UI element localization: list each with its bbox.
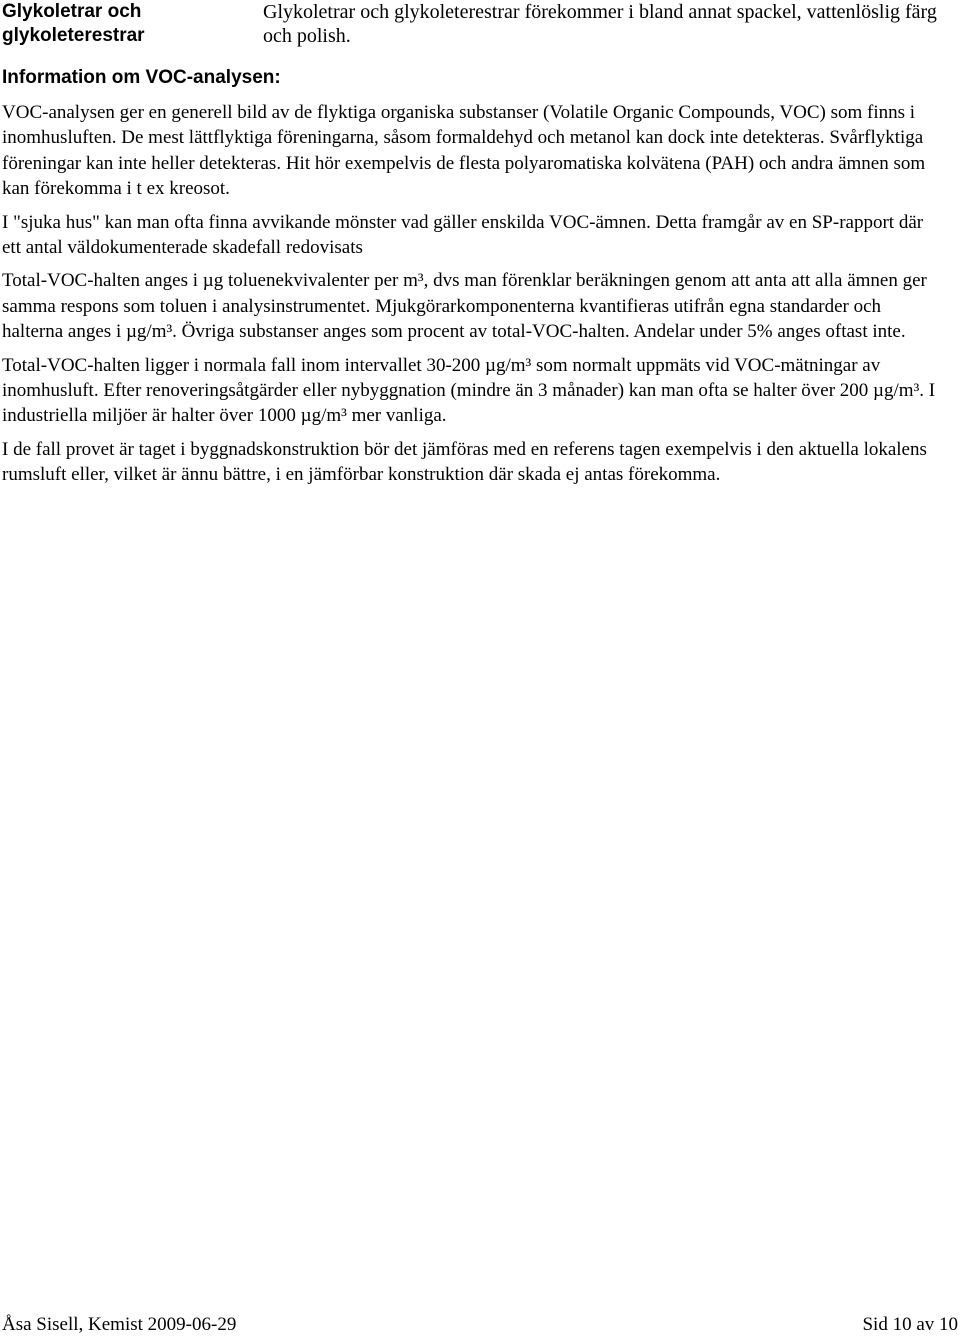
glykol-text: Glykoletrar och glykoleterestrar förekommer i bland annat spackel, vattenlöslig färg och polish. [263, 1, 937, 47]
footer-page-number: Sid 10 av 10 [862, 1314, 958, 1335]
voc-body [2, 100, 938, 496]
voc-paragraph: Total-VOC-halten anges i µg toluenekvivalenter per m³, dvs man förenklar beräkningen genom att anta att alla ämnen ger samma respons som toluen i analysinstrumentet. Mjukgörarkomponenterna kvantifieras utifrån egna standarder och halterna anges i µg/m³. Övriga substanser anges som procent av total-VOC-halten. Andelar under 5% anges oftast inte. [2, 270, 927, 343]
footer-author-date: Åsa Sisell, Kemist 2009-06-29 [2, 1314, 237, 1335]
voc-paragraph: Total-VOC-halten ligger i normala fall inom intervallet 30-200 µg/m³ som normalt uppmäts vid VOC-mätningar av inomhusluft. Efter renoveringsåtgärder eller nybyggnation (mindre än 3 månader) kan man ofta se halter över 200 µg/m³. I industriella miljöer är halter över 1000 µg/m³ mer vanliga. [2, 354, 936, 427]
voc-paragraph: I de fall provet är taget i byggnadskonstruktion bör det jämföras med en referens tagen exempelvis i den aktuella lokalens rumsluft eller, vilket är ännu bättre, i en jämförbar konstruktion där skada ej antas förekomma. [2, 438, 927, 486]
voc-paragraph: I "sjuka hus" kan man ofta finna avvikande mönster vad gäller enskilda VOC-ämnen. Detta framgår av en SP-rapport där ett antal väldokumenterade skadefall redovisats [2, 211, 924, 259]
voc-heading: Information om VOC-analysen: [2, 67, 281, 88]
glykol-title: Glykoletrar och glykoleterestrar [2, 1, 145, 46]
voc-paragraph: VOC-analysen ger en generell bild av de flyktiga organiska substanser (Volatile Organic Compounds, VOC) som finns i inomhusluften. De mest lättflyktiga föreningarna, såsom formaldehyd och metanol kan dock inte detekteras. Svårflyktiga föreningar kan inte heller detekteras. Hit hör exempelvis de flesta polyaromatiska kolvätena (PAH) och andra ämnen som kan förekomma i t ex kreosot. [2, 102, 926, 200]
